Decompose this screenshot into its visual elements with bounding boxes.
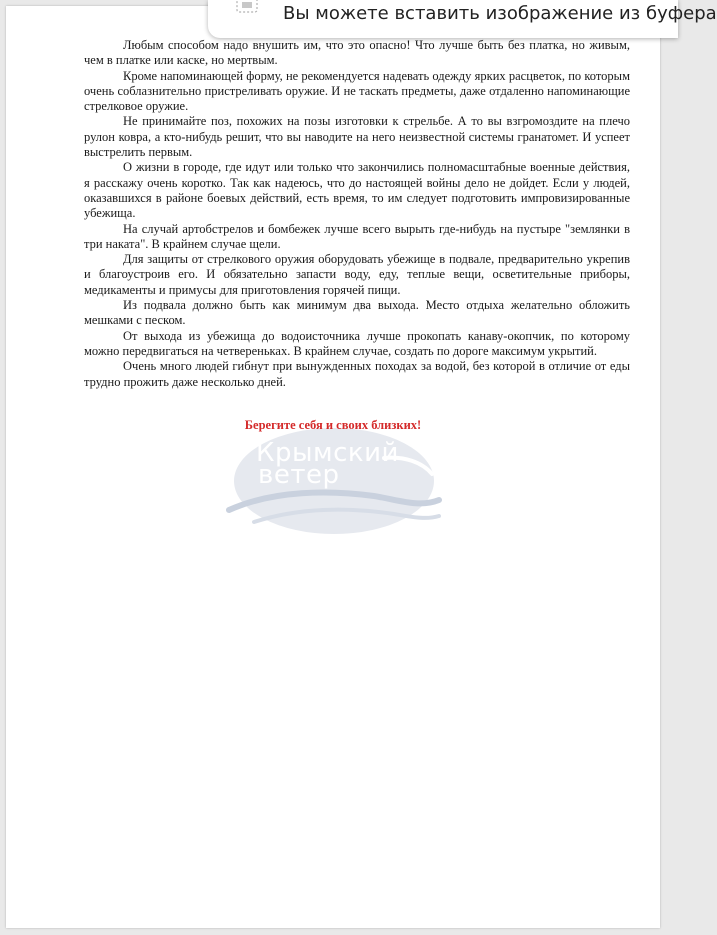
paragraph: От выхода из убежища до водоисточника лучше прокопать канаву-окопчик, по которому можно передвигаться на четвереньках. В крайнем случае, создать по дороге максимум укрытий.: [84, 328, 630, 358]
paragraph: Кроме напоминающей форму, не рекомендуется надевать одежду ярких расцветок, по которым очень соблазнительно пристреливать оружие. И не таскать предметы, даже отдаленно напоминающие стрелковое оружие.: [84, 68, 630, 114]
paragraph: Любым способом надо внушить им, что это опасно! Что лучше быть без платка, но живым, чем в платке или каске, но мертвым.: [84, 38, 630, 68]
document-body: [84, 38, 630, 390]
paste-image-notification[interactable]: [208, 0, 717, 38]
crimean-wind-logo: [234, 428, 434, 534]
closing-slogan: Берегите себя и своих близких!: [244, 418, 422, 432]
clipboard-image-icon: [234, 0, 260, 14]
paragraph: О жизни в городе, где идут или только что закончились полномасштабные военные действия, я расскажу очень коротко. Так как надеюсь, что до настоящей войны дело не дойдет. Если у людей, оказавшихся в районе боевых действий, есть время, то им следует подготовить импровизированные убежища.: [84, 160, 630, 221]
paragraph: Не принимайте поз, похожих на позы изготовки к стрельбе. А то вы взгромоздите на плечо рулон ковра, а кто-нибудь решит, что вы наводите на него неизвестной системы гранатомет. И успеет выстрелить первым.: [84, 114, 630, 160]
watermark-line-1: Крымский: [256, 438, 399, 468]
paragraph: На случай артобстрелов и бомбежек лучше всего вырыть где-нибудь на пустыре "землянки в три наката". В крайнем случае щели.: [84, 221, 630, 251]
paste-notification-text: Вы можете вставить изображение из буфера: [283, 3, 717, 24]
paragraph: Из подвала должно быть как минимум два выхода. Место отдыха желательно обложить мешками с песком.: [84, 298, 630, 328]
paragraph: Очень много людей гибнут при вынужденных походах за водой, без которой в отличие от еды трудно прожить даже несколько дней.: [84, 359, 630, 389]
paragraph: Для защиты от стрелкового оружия оборудовать убежище в подвале, предварительно укрепив и благоустроив его. И обязательно запасти воду, еду, теплые вещи, осветительные приборы, медикаменты и примусы для приготовления горячей пищи.: [84, 252, 630, 297]
watermark-line-2: ветер: [258, 460, 340, 490]
